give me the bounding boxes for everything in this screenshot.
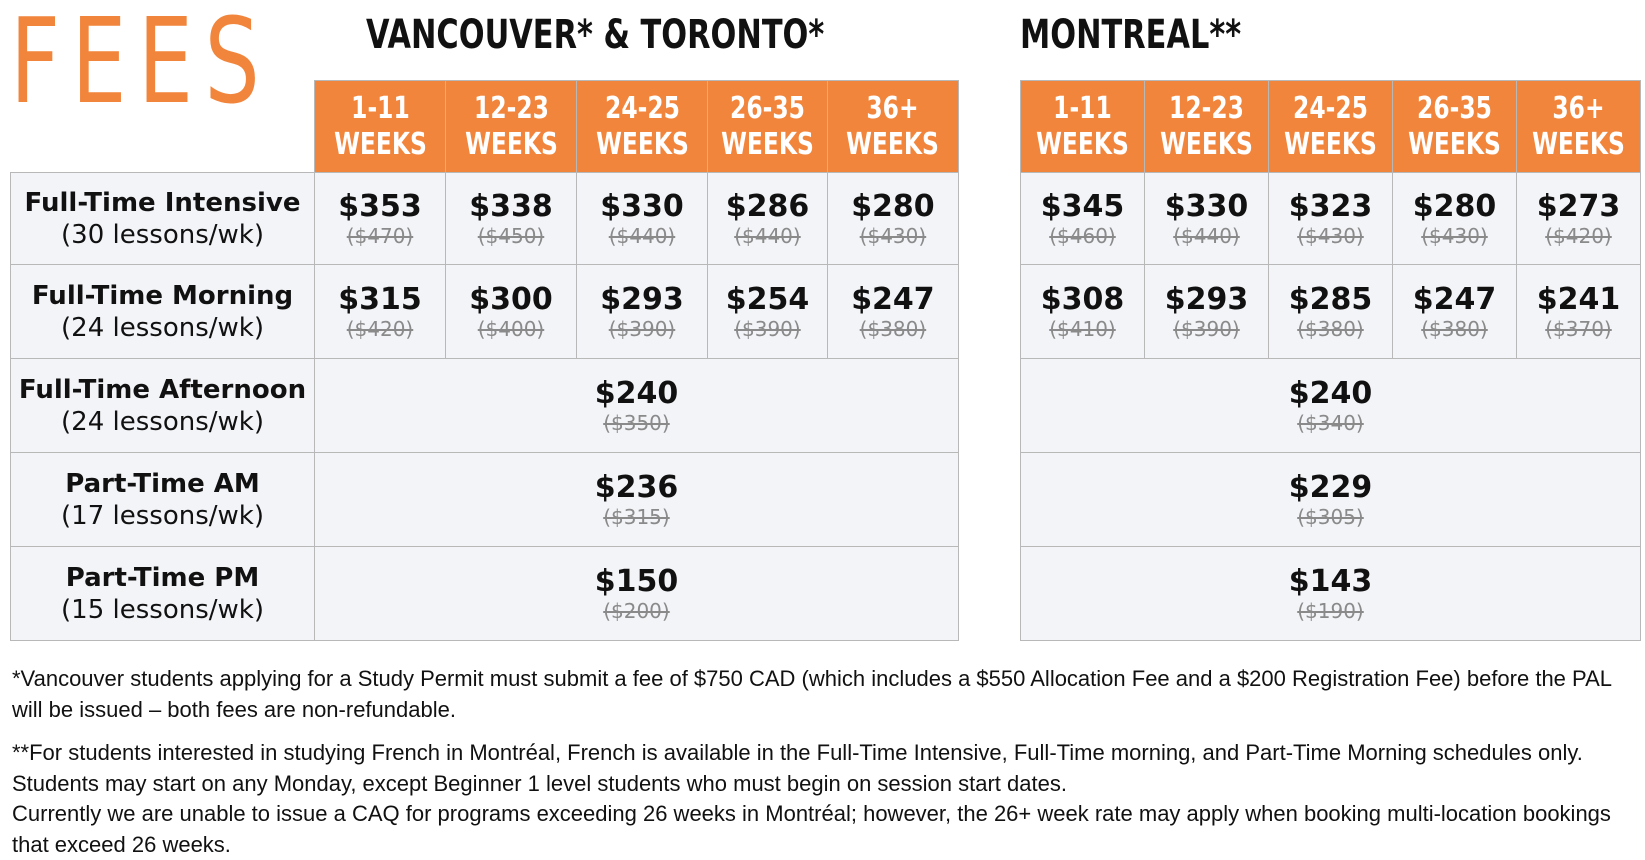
header-row bbox=[11, 81, 959, 173]
table-row bbox=[1021, 265, 1641, 359]
column-header: 24-25 WEEKS bbox=[577, 81, 708, 173]
fee-cell-merged: $240 ($340) bbox=[1021, 359, 1641, 453]
fee-cell: $300 ($400) bbox=[446, 265, 577, 359]
footnote-montreal: **For students interested in studying French in Montréal, French is available in the Full-Time Intensive, Full-Time morning, and Part-Time Morning schedules only. Students may start on any Monday, except Beginner 1 level students who must begin on session start dates. bbox=[12, 740, 1583, 796]
fee-cell-merged: $240 ($350) bbox=[315, 359, 959, 453]
column-header: 1-11 WEEKS bbox=[315, 81, 446, 173]
table-row bbox=[11, 359, 959, 453]
column-header: 36+ WEEKS bbox=[1517, 81, 1641, 173]
fee-cell-merged: $143 ($190) bbox=[1021, 547, 1641, 641]
montreal-fee-table bbox=[1020, 80, 1641, 641]
fee-cell-merged: $229 ($305) bbox=[1021, 453, 1641, 547]
vancouver-toronto-heading: VANCOUVER* & TORONTO* bbox=[366, 12, 825, 58]
vancouver-toronto-fee-table bbox=[10, 80, 959, 641]
fee-cell: $308 ($410) bbox=[1021, 265, 1145, 359]
table-row bbox=[1021, 547, 1641, 641]
column-header: 26-35 WEEKS bbox=[708, 81, 828, 173]
header-row bbox=[1021, 81, 1641, 173]
fee-cell: $247 ($380) bbox=[827, 265, 958, 359]
fee-cell: $323 ($430) bbox=[1269, 173, 1393, 265]
column-header: 24-25 WEEKS bbox=[1269, 81, 1393, 173]
program-label: Full-Time Afternoon (24 lessons/wk) bbox=[11, 359, 315, 453]
blank-corner bbox=[11, 81, 315, 173]
fee-cell: $338 ($450) bbox=[446, 173, 577, 265]
fee-cell: $353 ($470) bbox=[315, 173, 446, 265]
column-header: 26-35 WEEKS bbox=[1393, 81, 1517, 173]
program-label: Full-Time Intensive (30 lessons/wk) bbox=[11, 173, 315, 265]
fee-cell: $280 ($430) bbox=[827, 173, 958, 265]
table-row bbox=[11, 453, 959, 547]
table-row bbox=[1021, 453, 1641, 547]
fee-cell: $293 ($390) bbox=[1145, 265, 1269, 359]
fee-cell: $280 ($430) bbox=[1393, 173, 1517, 265]
montreal-heading: MONTREAL** bbox=[1020, 12, 1242, 58]
table-row bbox=[11, 547, 959, 641]
fees-title: FEES bbox=[10, 0, 272, 130]
table-row bbox=[1021, 173, 1641, 265]
program-label: Full-Time Morning (24 lessons/wk) bbox=[11, 265, 315, 359]
column-header: 12-23 WEEKS bbox=[1145, 81, 1269, 173]
fee-cell: $315 ($420) bbox=[315, 265, 446, 359]
table-row bbox=[11, 265, 959, 359]
fee-cell: $254 ($390) bbox=[708, 265, 828, 359]
footnote-caq: Currently we are unable to issue a CAQ for programs exceeding 26 weeks in Montréal; however, the 26+ week rate may apply when booking multi-location bookings that exceed 26 weeks. bbox=[12, 801, 1611, 857]
fee-cell: $273 ($420) bbox=[1517, 173, 1641, 265]
fee-cell-merged: $236 ($315) bbox=[315, 453, 959, 547]
program-label: Part-Time PM (15 lessons/wk) bbox=[11, 547, 315, 641]
fee-cell: $241 ($370) bbox=[1517, 265, 1641, 359]
fee-cell: $330 ($440) bbox=[1145, 173, 1269, 265]
column-header: 36+ WEEKS bbox=[827, 81, 958, 173]
column-header: 12-23 WEEKS bbox=[446, 81, 577, 173]
fee-cell: $247 ($380) bbox=[1393, 265, 1517, 359]
footnote-vancouver: *Vancouver students applying for a Study Permit must submit a fee of $750 CAD (which includes a $550 Allocation Fee and a $200 Registration Fee) before the PAL will be issued – both fees are non-refundable. bbox=[12, 666, 1612, 722]
fee-cell: $330 ($440) bbox=[577, 173, 708, 265]
table-row bbox=[11, 173, 959, 265]
footnotes bbox=[12, 664, 1612, 860]
fee-cell: $293 ($390) bbox=[577, 265, 708, 359]
program-label: Part-Time AM (17 lessons/wk) bbox=[11, 453, 315, 547]
table-row bbox=[1021, 359, 1641, 453]
column-header: 1-11 WEEKS bbox=[1021, 81, 1145, 173]
fee-cell: $345 ($460) bbox=[1021, 173, 1145, 265]
fee-cell-merged: $150 ($200) bbox=[315, 547, 959, 641]
fee-cell: $286 ($440) bbox=[708, 173, 828, 265]
fee-cell: $285 ($380) bbox=[1269, 265, 1393, 359]
